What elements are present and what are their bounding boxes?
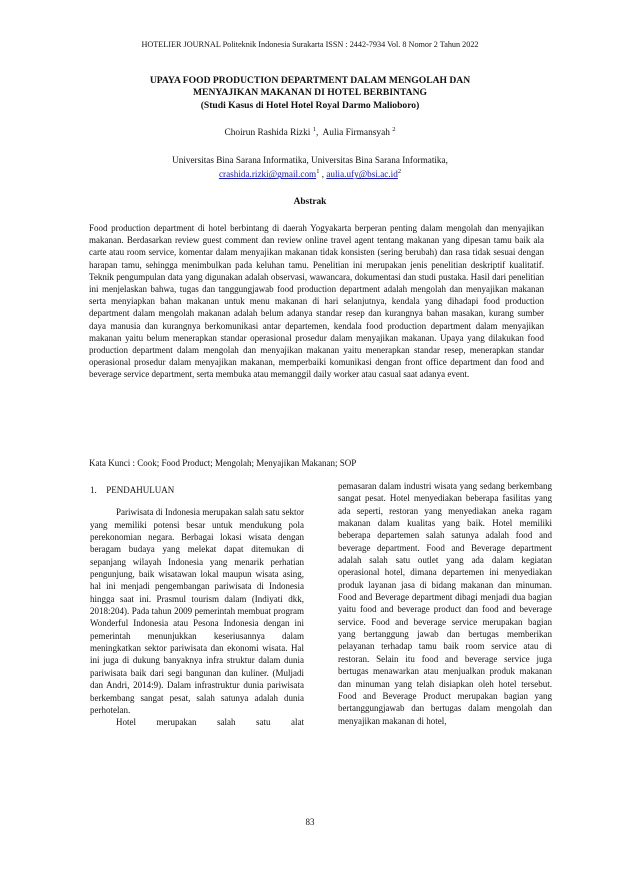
affiliation: Universitas Bina Sarana Informatika, Universitas Bina Sarana Informatika,	[172, 155, 448, 165]
abstract-text: Food production department di hotel berbintang di daerah Yogyakarta berperan penting dalam mengolah dan menyajikan makanan. Berdasarkan review guest comment dan review online travel agent tentang makanan yang dipesan tamu baik ala carte atau room service, komentar dalam menyajikan makanan tidak konsisten (sering berubah) dan rasa tidak sesuai dengan harapan tamu, sehingga menimbulkan pada keluhan tamu. Penelitian ini merupakan jenis penelitian deskriptif kualitatif. Teknik pengumpulan data yang digunakan adalah observasi, wawancara, dokumentasi dan studi pustaka. Hasil dari penelitian ini menjelaskan bahwa, tugas dan tanggungjawab food production department adalah mengolah dan menyajikan makanan serta menyiapkan bahan makanan untuk menu makanan di hari selanjutnya, kendala yang dihadapi food production department dalam mengolah makanan adalah belum adanya standar resep dan kurangnya bahan masakan, kurang sumber daya manusia dan kurangnya berkomunikasi antar departemen, kendala food production department dalam menyajikan makanan yaitu belum menerapkan standar operasional prosedur dalam menyajikan makanan. Upaya yang dilakukan food production department dalam mengolah dan menyajikan makanan yaitu menerapkan standar resep, menerapkan standar operasional prosedur dalam menyajikan makanan, memperbaiki komunikasi dengan front office department dan food and beverage service department, serta membuka atau memanggil daily worker atau casual saat adanya event.	[89, 223, 544, 380]
author-1: Choirun Rashida Rizki	[224, 128, 311, 139]
email-1-mark: 1	[316, 168, 320, 176]
email-link-1[interactable]: crashida.rizki@gmail.com	[218, 169, 317, 180]
keywords: Kata Kunci : Cook; Food Product; Mengolah; Menyajikan Makanan; SOP	[89, 458, 357, 468]
email-2-mark: 2	[397, 168, 402, 176]
title-line-3: (Studi Kasus di Hotel Hotel Royal Darmo Malioboro)	[200, 99, 420, 111]
author-list	[60, 126, 560, 138]
intro-paragraph-2-start: Hotel merupakan salah satu alat	[116, 717, 304, 728]
right-column	[338, 480, 552, 727]
author-1-affil-mark: 1	[312, 126, 316, 133]
intro-paragraph-2-continued: pemasaran dalam industri wisata yang sedang berkembang sangat pesat. Hotel menyediakan beberapa fasilitas yang ada seperti, restoran yang menyediakan aneka ragam makanan dalam kualitas yang baik. Hotel memiliki beberapa departemen salah satunya adalah food and beverage department. Food and Beverage department adalah salah satu outlet yang ada dalam kegiatan operasional hotel, dimana departemen ini menyediakan produk layanan jasa di bidang makanan dan minuman. Food and Beverage department dibagi menjadi dua bagian yaitu food and beverage product dan food and beverage service. Food and beverage service merupakan bagian yang bertanggung jawab dan bertugas memberikan pelayanan terhadap tamu baik room service atau di restoran. Selain itu food and beverage service juga bertugas menawarkan atau menjualkan produk makanan dan minuman yang telah disiapkan oleh hotel tersebut. Food and Beverage Product merupakan bagian yang bertanggungjawab dan bertugas dalam mengolah dan menyajikan makanan di hotel,	[338, 481, 552, 726]
author-separator: ,	[315, 128, 323, 139]
paper-title	[60, 75, 560, 112]
email-link-2[interactable]: aulia.ufy@bsi.ac.id	[326, 169, 398, 180]
section-heading	[90, 484, 304, 496]
title-line-1: UPAYA FOOD PRODUCTION DEPARTMENT DALAM MENGOLAH DAN	[149, 75, 471, 86]
section-number: 1.	[90, 485, 97, 495]
intro-paragraph-1: Pariwisata di Indonesia merupakan salah satu sektor yang memiliki potensi besar untuk mendukung pola perekonomian negara. Berbagai lokasi wisata dengan beragam budaya yang melekat dapat ditemukan di sepanjang wilayah Indonesia yang menarik perhatian pengunjung, baik wisatawan lokal maupun wisata asing, hal ini menjadi pengembangan pariwisata di Indonesia hingga saat ini. Prasmul tourism dalam (Indiyati dkk, 2018:204). Pada tahun 2009 pemerintah membuat program Wonderful Indonesia atau Pesona Indonesia dengan ini pemerintah menunjukkan keseriusannya dalam meningkatkan sektor pariwisata dan ekonomi wisata. Hal ini juga di dukung banyaknya infra struktur dalam dunia pariwisata baik dari segi bangunan dan kuliner. (Muljadi dan Andri, 2014:9). Dalam infrastruktur dunia pariwisata berkembang sangat pesat, salah satunya adalah dunia perhotelan.	[90, 507, 304, 715]
page-number: 83	[305, 817, 315, 827]
journal-header: HOTELIER JOURNAL Politeknik Indonesia Surakarta ISSN : 2442-7934 Vol. 8 Nomor 2 Tahun 2022	[141, 40, 479, 49]
author-2-affil-mark: 2	[392, 126, 396, 133]
title-line-2: MENYAJIKAN MAKANAN DI HOTEL BERBINTANG	[192, 87, 427, 99]
left-column	[90, 484, 304, 729]
affiliation-block	[60, 154, 560, 181]
author-2: Aulia Firmansyah	[322, 128, 390, 139]
section-title: PENDAHULUAN	[106, 485, 175, 495]
email-separator: ,	[319, 169, 327, 180]
email-line	[60, 166, 560, 180]
abstract-heading: Abstrak	[293, 197, 327, 207]
